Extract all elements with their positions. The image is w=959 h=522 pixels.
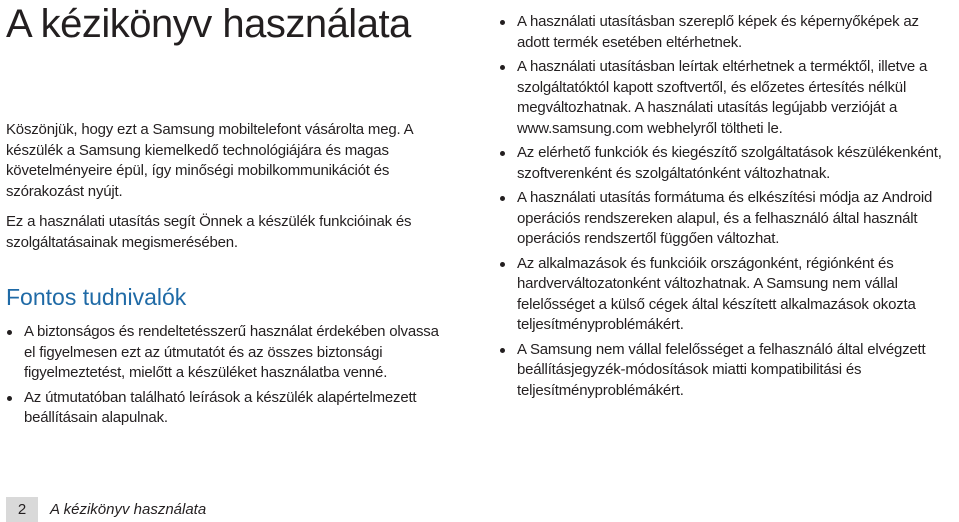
list-item-text: Az útmutatóban található leírások a készülék alapértelmezett beállításain alapulnak. <box>24 388 417 426</box>
list-item-text: Az alkalmazások és funkcióik országonként, régiónként és hardverváltozatonként változhatnak. A Samsung nem vállal felelősséget a külső cégek által készített alkalmazások okozta teljesítményproblémákért. <box>517 254 916 333</box>
bullet-icon <box>500 20 505 25</box>
bullet-icon <box>500 151 505 156</box>
page-number: 2 <box>17 501 27 518</box>
bullet-icon <box>500 65 505 70</box>
bullet-icon <box>500 262 505 267</box>
intro-paragraph: Ez a használati utasítás segít Önnek a készülék funkcióinak és szolgáltatásainak megismerésében. <box>6 213 412 251</box>
bullet-icon <box>500 348 505 353</box>
footer-title: A kézikönyv használata <box>50 501 207 518</box>
bullet-icon <box>500 196 505 201</box>
list-item-text: Az elérhető funkciók és kiegészítő szolgáltatások készülékenként, szoftverenként és szolgáltatónként változhatnak. <box>517 144 942 182</box>
list-item <box>499 340 951 402</box>
page-title: A kézikönyv használata <box>6 2 411 46</box>
list-item-text: A használati utasítás formátuma és elkészítési módja az Android operációs rendszereken alapul, és a felhasználó által használt operációs rendszertől függően változhat. <box>517 189 933 247</box>
list-item <box>499 143 951 184</box>
bullet-list-left <box>6 322 451 433</box>
list-item <box>6 388 451 429</box>
list-item <box>499 12 951 53</box>
list-item <box>6 322 451 384</box>
list-item <box>499 188 951 250</box>
list-item-text: A használati utasításban szereplő képek és képernyőképek az adott termék esetében eltérhetnek. <box>517 13 919 51</box>
intro-paragraph: Köszönjük, hogy ezt a Samsung mobiltelefont vásárolta meg. A készülék a Samsung kiemelkedő technológiájára és magas követelményeire épül, így minőségi mobilkommunikációt és szórakozást nyújt. <box>6 121 413 200</box>
page-number-box <box>6 497 38 522</box>
bullet-list-right <box>499 12 951 405</box>
list-item-text: A biztonságos és rendeltetésszerű használat érdekében olvassa el figyelmesen ezt az útmutatót és az összes biztonsági figyelmeztetést, mielőtt a készüléket használatba venné. <box>24 323 439 381</box>
list-item-text: A Samsung nem vállal felelősséget a felhasználó által elvégzett beállításjegyzék-módosítások miatti kompatibilitási és teljesítményproblémákért. <box>517 340 926 399</box>
section-heading: Fontos tudnivalók <box>6 284 187 310</box>
bullet-icon <box>7 330 12 335</box>
bullet-icon <box>7 396 12 401</box>
list-item <box>499 254 951 336</box>
list-item-text: A használati utasításban leírtak eltérhetnek a terméktől, illetve a szolgáltatóktól kapott szoftvertől, és előzetes értesítés nélkül megváltozhatnak. A használati utasítás legújabb verzióját a www.samsung.com webhelyről töltheti le. <box>517 58 928 137</box>
list-item <box>499 57 951 139</box>
